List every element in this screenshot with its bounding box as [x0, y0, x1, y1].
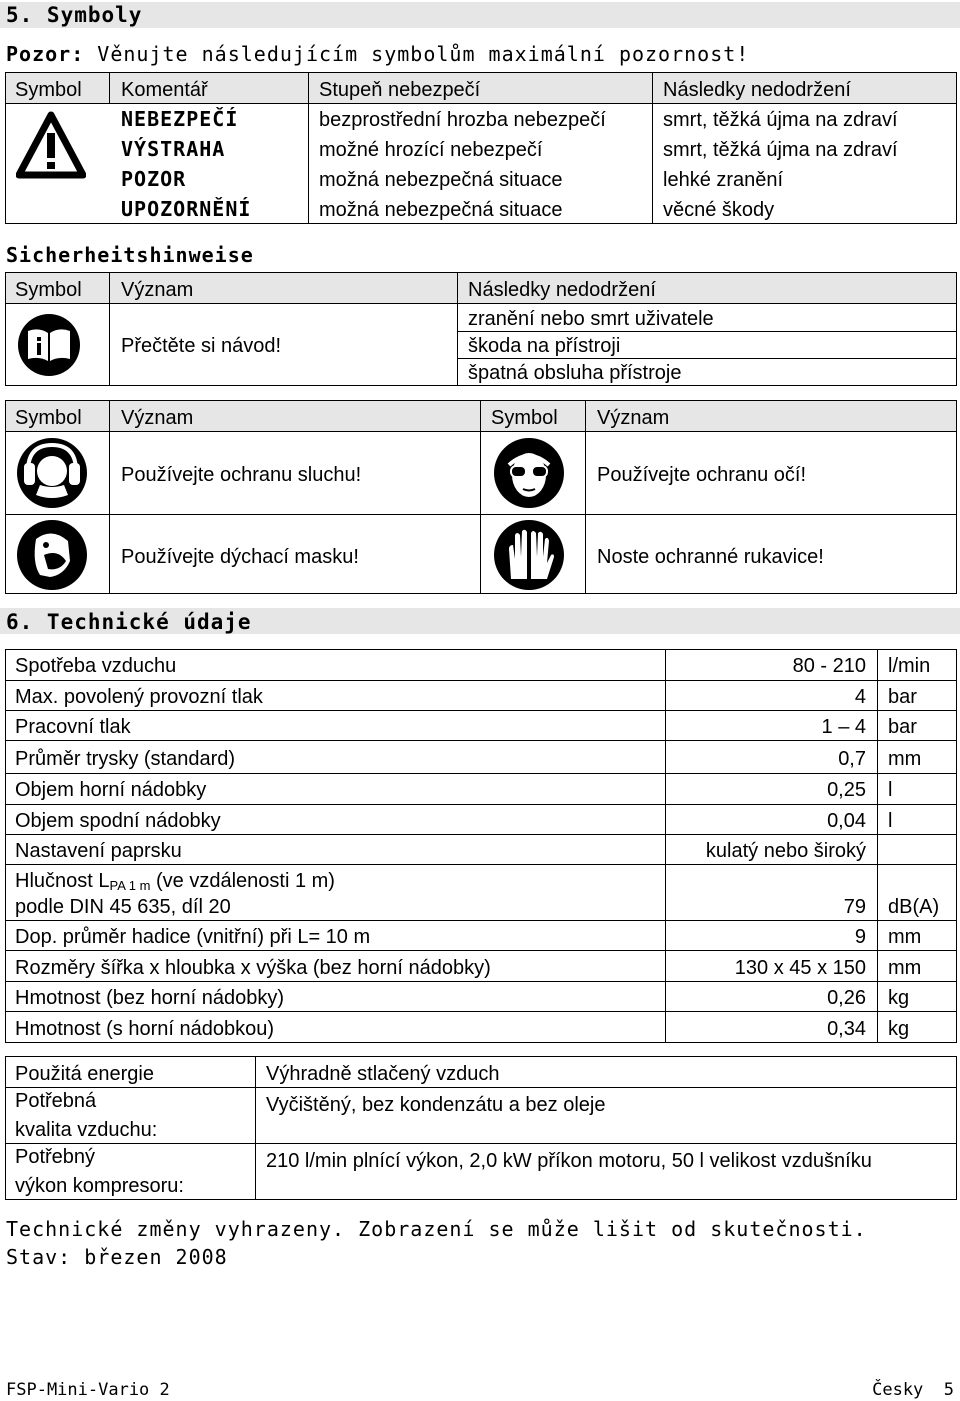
hazard-comment-3: POZOR [121, 167, 187, 191]
hazard-header-symbol: Symbol [15, 79, 82, 101]
spec-label-8 [15, 871, 335, 892]
section-6-title: 6. Technické údaje [6, 610, 252, 634]
hazard-consequence-2: smrt, těžká újma na zdraví [663, 139, 898, 161]
ppe-label-2: Používejte ochranu očí! [597, 464, 807, 486]
hazard-consequence-1: smrt, těžká újma na zdraví [663, 109, 898, 131]
hazard-consequence-3: lehké zranění [663, 169, 784, 191]
read-manual-icon [17, 313, 81, 377]
footer-left: FSP-Mini-Vario 2 [6, 1380, 170, 1400]
spec-unit-9: mm [888, 926, 922, 948]
safety-consequence-1: zranění nebo smrt uživatele [468, 308, 714, 330]
spec-unit-6: l [888, 810, 893, 832]
spec-label-5: Objem horní nádobky [15, 779, 207, 801]
section-5-bar [0, 2, 960, 28]
energy-label-1: Použitá energie [15, 1063, 154, 1085]
spec-label-8-a: Hlučnost L [15, 870, 110, 892]
energy-label-2a: Potřebná [15, 1090, 97, 1112]
spec-value-4: 0,7 [838, 748, 866, 770]
spec-label-4: Průměr trysky (standard) [15, 748, 236, 770]
notice-label: Pozor: [6, 42, 85, 66]
notice-text: Věnujte následujícím symbolům maximální pozornost! [97, 42, 750, 66]
spec-label-8-line2: podle DIN 45 635, díl 20 [15, 896, 231, 918]
spec-value-7: kulatý nebo široký [705, 840, 866, 862]
warning-triangle-icon [16, 111, 86, 179]
hazard-level-2: možné hrozící nebezpečí [319, 139, 543, 161]
safety-meaning: Přečtěte si návod! [121, 335, 282, 357]
disclaimer-line-2: Stav: březen 2008 [6, 1245, 228, 1269]
spec-unit-2: bar [888, 686, 917, 708]
spec-label-9: Dop. průměr hadice (vnitřní) při L= 10 m [15, 926, 371, 948]
spec-unit-8: dB(A) [888, 896, 940, 918]
spec-value-10: 130 x 45 x 150 [734, 957, 866, 979]
spec-label-10: Rozměry šířka x hloubka x výška (bez horní nádobky) [15, 957, 491, 979]
ppe-label-4: Noste ochranné rukavice! [597, 546, 824, 568]
spec-label-12: Hmotnost (s horní nádobkou) [15, 1018, 275, 1040]
spec-label-8-b: (ve vzdálenosti 1 m) [150, 870, 335, 892]
spec-value-9: 9 [854, 926, 866, 948]
spec-value-5: 0,25 [827, 779, 866, 801]
spec-unit-3: bar [888, 716, 917, 738]
breathing-mask-icon [16, 519, 88, 591]
spec-unit-5: l [888, 779, 893, 801]
safety-consequence-3: špatná obsluha přístroje [468, 362, 682, 384]
hazard-level-4: možná nebezpečná situace [319, 199, 563, 221]
spec-unit-12: kg [888, 1018, 910, 1040]
section-5-title: 5. Symboly [6, 3, 143, 27]
safety-consequence-2: škoda na přístroji [468, 335, 621, 357]
hazard-comment-2: VÝSTRAHA [121, 137, 226, 161]
energy-value-1: Výhradně stlačený vzduch [266, 1063, 500, 1085]
spec-value-8: 79 [843, 896, 866, 918]
safety-header-meaning: Význam [121, 279, 194, 301]
hazard-header-consequence: Následky nedodržení [663, 79, 851, 101]
footer-right: Česky 5 [872, 1380, 954, 1400]
spec-label-1: Spotřeba vzduchu [15, 655, 177, 677]
hazard-level-1: bezprostřední hrozba nebezpečí [319, 109, 606, 131]
safety-header-consequence: Následky nedodržení [468, 279, 656, 301]
spec-unit-4: mm [888, 748, 922, 770]
spec-value-1: 80 - 210 [792, 655, 866, 677]
hazard-comment-1: NEBEZPEČÍ [121, 107, 239, 131]
spec-label-7: Nastavení paprsku [15, 840, 182, 862]
spec-label-2: Max. povolený provozní tlak [15, 686, 263, 708]
eye-protection-icon [493, 437, 565, 509]
hazard-level-3: možná nebezpečná situace [319, 169, 563, 191]
ppe-label-1: Používejte ochranu sluchu! [121, 464, 362, 486]
spec-label-11: Hmotnost (bez horní nádobky) [15, 987, 285, 1009]
spec-value-6: 0,04 [827, 810, 866, 832]
spec-value-3: 1 – 4 [821, 716, 866, 738]
ppe-header-meaning-1: Význam [121, 407, 194, 429]
spec-unit-1: l/min [888, 655, 931, 677]
energy-label-3a: Potřebný [15, 1146, 96, 1168]
spec-label-3: Pracovní tlak [15, 716, 131, 738]
spec-value-12: 0,34 [827, 1018, 866, 1040]
energy-value-2: Vyčištěný, bez kondenzátu a bez oleje [266, 1094, 606, 1116]
spec-label-6: Objem spodní nádobky [15, 810, 221, 832]
spec-value-2: 4 [854, 686, 866, 708]
disclaimer-line-1: Technické změny vyhrazeny. Zobrazení se může lišit od skutečnosti. [6, 1217, 867, 1241]
ppe-header-symbol-2: Symbol [491, 407, 558, 429]
spec-unit-11: kg [888, 987, 910, 1009]
hazard-header-level: Stupeň nebezpečí [319, 79, 481, 101]
spec-unit-10: mm [888, 957, 922, 979]
ear-protection-icon [16, 437, 88, 509]
ppe-header-symbol-1: Symbol [15, 407, 82, 429]
spec-label-8-sub: PA 1 m [109, 878, 151, 893]
hazard-consequence-4: věcné škody [663, 199, 775, 221]
notice [6, 42, 749, 66]
ppe-header-meaning-2: Význam [597, 407, 670, 429]
energy-label-2b: kvalita vzduchu: [15, 1119, 158, 1141]
gloves-icon [493, 519, 565, 591]
ppe-label-3: Používejte dýchací masku! [121, 546, 359, 568]
spec-value-11: 0,26 [827, 987, 866, 1009]
safety-header-symbol: Symbol [15, 279, 82, 301]
hazard-comment-4: UPOZORNĚNÍ [121, 197, 252, 221]
energy-label-3b: výkon kompresoru: [15, 1175, 184, 1197]
hazard-header-comment: Komentář [121, 79, 208, 101]
safety-title: Sicherheitshinweise [6, 243, 254, 267]
energy-value-3: 210 l/min plnící výkon, 2,0 kW příkon motoru, 50 l velikost vzdušníku [266, 1150, 872, 1172]
